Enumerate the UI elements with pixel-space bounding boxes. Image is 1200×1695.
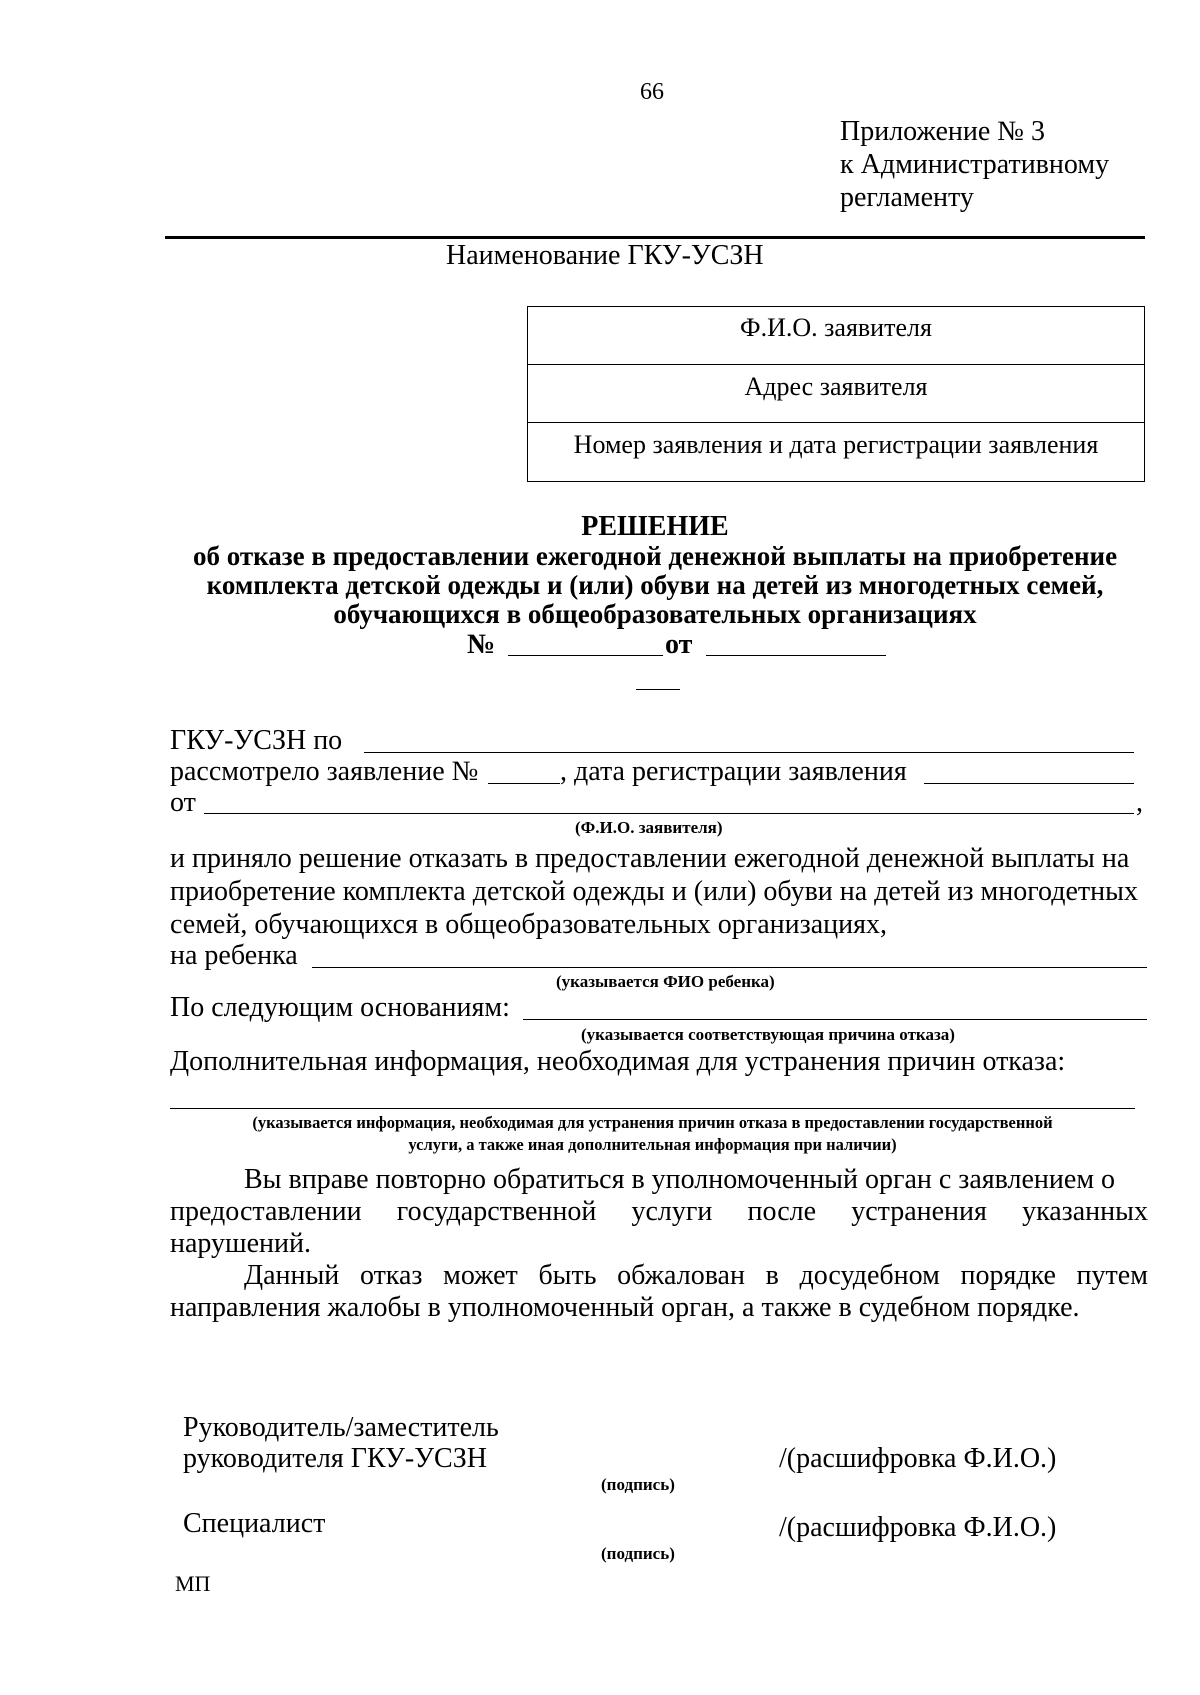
appeal-notice-word: Данный: [244, 1260, 340, 1291]
appendix-line-1: Приложение № 3: [840, 116, 1045, 147]
child-name-caption: (указывается ФИО ребенка): [556, 972, 775, 991]
decision-number-sign: №: [467, 629, 496, 660]
grounds-caption: (указывается соответствующая причина отказа): [581, 1025, 955, 1044]
right-to-reapply-word: государственной: [396, 1196, 597, 1227]
stamp-placeholder: МП: [175, 1571, 211, 1596]
additional-info-label: Дополнительная информация, необходимая для устранения причин отказа:: [170, 1046, 1066, 1077]
decision-text-line-1: и приняло решение отказать в предоставлении ежегодной денежной выплаты на: [170, 843, 1130, 874]
application-number-date-label: Номер заявления и дата регистрации заявления: [573, 430, 1099, 459]
decision-subtitle-line-1: об отказе в предоставлении ежегодной денежной выплаты на приобретение: [192, 541, 1118, 571]
decision-heading: РЕШЕНИЕ: [581, 511, 729, 542]
appeal-notice-line-1: [244, 1260, 1148, 1292]
grounds-label: По следующим основаниям:: [170, 992, 510, 1023]
right-to-reapply-line-1: Вы вправе повторно обратиться в уполномоченный орган с заявлением о: [244, 1164, 1116, 1195]
applicant-address-label: Адрес заявителя: [744, 372, 928, 401]
from-applicant-blank: [204, 813, 1134, 814]
applicant-box-divider-2: [528, 422, 1144, 423]
decision-date-blank: [706, 655, 886, 656]
org-name-label: Наименование ГКУ-УСЗН: [446, 240, 764, 271]
appendix-line-3: регламенту: [840, 182, 974, 213]
appeal-notice-line-2: направления жалобы в уполномоченный орган, а также в судебном порядке.: [170, 1292, 1080, 1323]
applicant-box: [527, 306, 1145, 482]
appeal-notice-word: в: [765, 1260, 779, 1291]
head-signature-caption: (подпись): [601, 1475, 675, 1494]
right-to-reapply-line-2: [170, 1196, 1148, 1228]
head-title-line-2: руководителя ГКУ-УСЗН: [183, 1443, 487, 1474]
decision-subtitle-line-2: комплекта детской одежды и (или) обуви на детей из многодетных семей,: [206, 570, 1104, 600]
specialist-label: Специалист: [183, 1508, 326, 1539]
decision-short-dash: [636, 689, 680, 690]
appeal-notice-word: обжалован: [617, 1260, 745, 1291]
decision-text-line-3: семей, обучающихся в общеобразовательных организациях,: [170, 909, 887, 940]
right-to-reapply-word: указанных: [1022, 1196, 1148, 1227]
decision-date-from-label: от: [665, 629, 693, 660]
right-to-reapply-word: после: [747, 1196, 817, 1227]
gku-uszn-po-label: ГКУ-УСЗН по: [170, 725, 343, 756]
from-applicant-label: от: [170, 787, 196, 818]
right-to-reapply-word: предоставлении: [170, 1196, 362, 1227]
additional-info-caption-line-1: (указывается информация, необходимая для устранения причин отказа в предоставлении государственной: [252, 1113, 1053, 1132]
registration-date-blank: [924, 783, 1134, 784]
specialist-signature-caption: (подпись): [601, 1544, 675, 1563]
additional-info-caption-line-2: услуги, а также иная дополнительная информация при наличии): [408, 1135, 897, 1154]
specialist-fio-decode: /(расшифровка Ф.И.О.): [779, 1512, 1057, 1543]
registration-date-label: , дата регистрации заявления: [560, 756, 907, 787]
applicant-fio-caption: (Ф.И.О. заявителя): [575, 818, 723, 837]
right-to-reapply-line-3: нарушений.: [170, 1228, 311, 1259]
decision-text-line-2: приобретение комплекта детской одежды и (или) обуви на детей из многодетных: [170, 876, 1138, 907]
decision-number-blank: [508, 655, 663, 656]
right-to-reapply-word: услуги: [631, 1196, 713, 1227]
right-to-reapply-word: устранения: [851, 1196, 987, 1227]
appeal-notice-word: может: [443, 1260, 518, 1291]
additional-info-blank: [170, 1108, 1135, 1109]
reviewed-application-label: рассмотрело заявление №: [170, 756, 479, 787]
applicant-box-divider-1: [528, 364, 1144, 365]
grounds-blank: [523, 1019, 1147, 1020]
appeal-notice-word: досудебном: [799, 1260, 940, 1291]
decision-subtitle-line-3: обучающихся в общеобразовательных организациях: [333, 599, 977, 629]
head-fio-decode: /(расшифровка Ф.И.О.): [779, 1443, 1057, 1474]
applicant-name-label: Ф.И.О. заявителя: [740, 313, 932, 342]
org-name-rule: [165, 236, 1145, 239]
appeal-notice-word: порядке: [960, 1260, 1056, 1291]
appendix-line-2: к Административному: [840, 149, 1110, 180]
gku-uszn-po-blank: [364, 752, 1134, 753]
application-number-blank: [488, 783, 560, 784]
head-title-line-1: Руководитель/заместитель: [183, 1412, 499, 1443]
appeal-notice-word: быть: [538, 1260, 597, 1291]
child-name-blank: [312, 967, 1147, 968]
child-label: на ребенка: [170, 940, 298, 971]
appeal-notice-word: отказ: [359, 1260, 423, 1291]
page-number: 66: [640, 79, 664, 105]
from-applicant-comma: ,: [1136, 787, 1143, 818]
appeal-notice-word: путем: [1076, 1260, 1148, 1291]
